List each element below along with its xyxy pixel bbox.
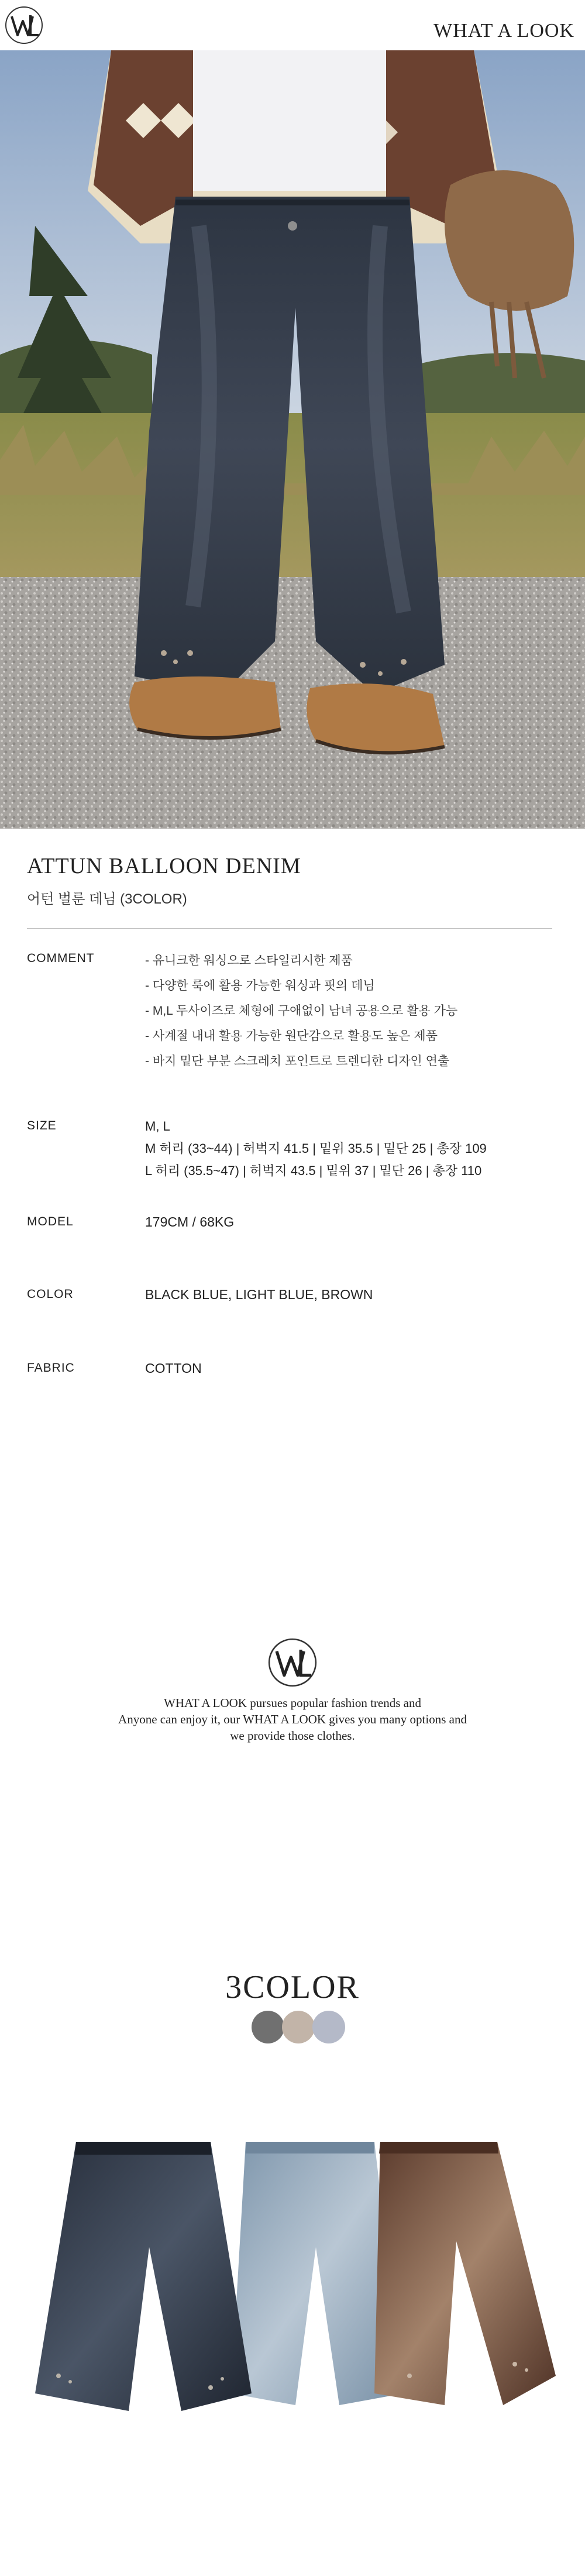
wl-monogram-icon xyxy=(266,1636,319,1689)
spec-label-model: MODEL xyxy=(27,1215,74,1228)
spec-label-size: SIZE xyxy=(27,1119,57,1132)
wl-monogram-icon[interactable] xyxy=(4,5,44,46)
model-value: 179CM / 68KG xyxy=(145,1214,235,1229)
comment-item: - 다양한 룩에 활용 가능한 워싱과 핏의 데님 xyxy=(145,973,457,998)
comment-item: - M,L 두사이즈로 체형에 구애없이 남녀 공용으로 활용 가능 xyxy=(145,998,457,1023)
brand-wordmark[interactable]: WHAT A LOOK xyxy=(433,20,574,42)
brand-statement xyxy=(58,1695,526,1744)
comment-item: - 바지 밑단 부분 스크레치 포인트로 트렌디한 디자인 연출 xyxy=(145,1049,457,1074)
product-name: ATTUN BALLOON DENIM xyxy=(27,854,301,878)
product-subtitle: 어턴 벌룬 데님 (3COLOR) xyxy=(27,891,187,907)
spec-label-color: COLOR xyxy=(27,1287,74,1301)
fabric-value: COTTON xyxy=(145,1361,202,1376)
statement-line: WHAT A LOOK pursues popular fashion trends and xyxy=(164,1696,421,1710)
color-variants-photo xyxy=(0,2130,585,2434)
swatch-black-blue[interactable] xyxy=(252,2011,284,2043)
color-value: BLACK BLUE, LIGHT BLUE, BROWN xyxy=(145,1287,373,1302)
statement-line: Anyone can enjoy it, our WHAT A LOOK gives you many options and xyxy=(118,1712,467,1726)
size-m-measurements: M 허리 (33~44) | 허벅지 41.5 | 밑위 35.5 | 밑단 25 | 총장 109 xyxy=(145,1141,487,1156)
comment-list xyxy=(145,948,457,1074)
color-swatches xyxy=(252,2011,345,2043)
statement-line: we provide those clothes. xyxy=(230,1729,355,1743)
size-details xyxy=(145,1115,487,1182)
hero-model-photo xyxy=(0,50,585,829)
product-title-block xyxy=(27,853,553,908)
color-section-title: 3COLOR xyxy=(225,1969,360,2005)
size-l-measurements: L 허리 (35.5~47) | 허벅지 43.5 | 밑위 37 | 밑단 26 | 총장 110 xyxy=(145,1163,482,1178)
site-header xyxy=(0,0,585,50)
spec-label-fabric: FABRIC xyxy=(27,1361,75,1375)
swatch-light-blue[interactable] xyxy=(282,2011,315,2043)
comment-item: - 유니크한 워싱으로 스타일리시한 제품 xyxy=(145,948,457,973)
spec-label-comment: COMMENT xyxy=(27,952,95,965)
brown-jeans xyxy=(374,2142,556,2405)
swatch-brown[interactable] xyxy=(312,2011,345,2043)
black-blue-jeans xyxy=(35,2142,252,2411)
section-divider xyxy=(27,928,552,929)
size-options: M, L xyxy=(145,1119,170,1134)
comment-item: - 사계절 내내 활용 가능한 원단감으로 활용도 높은 제품 xyxy=(145,1023,457,1049)
